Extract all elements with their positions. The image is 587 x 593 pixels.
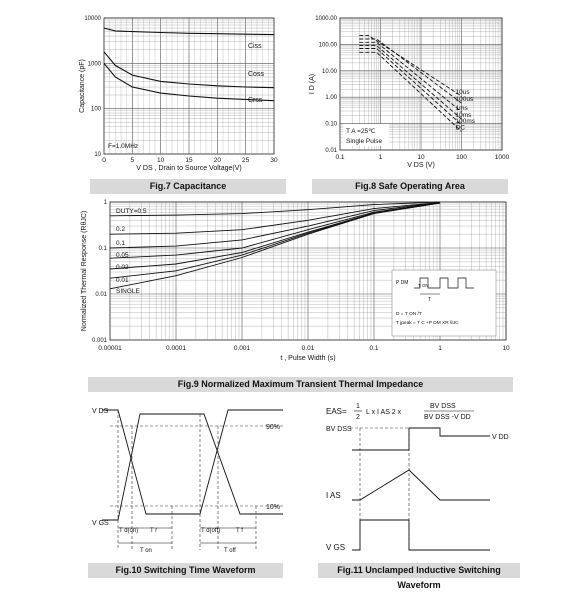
fig8-chart — [306, 10, 516, 195]
fig9-xtick: 1 — [438, 345, 442, 352]
fig7-legend-crss: Crss — [248, 97, 263, 104]
fig11-diagram — [312, 400, 527, 580]
fig7-ytick: 100 — [90, 106, 101, 113]
fig10-ton-label: T on — [140, 548, 152, 554]
fig7-panel — [78, 10, 293, 195]
fig7-ytick: 10000 — [84, 16, 101, 22]
fig8-ytick: 1.00 — [325, 95, 337, 102]
fig11-vgs-label: V GS — [326, 543, 346, 552]
fig10-tdoff-label: T d(off) — [201, 528, 221, 534]
fig11-ias-label: I AS — [326, 491, 341, 500]
fig11-vds-wave — [352, 428, 490, 450]
fig8-ylabel: I D (A) — [309, 73, 316, 95]
fig10-90-label: 90% — [266, 424, 281, 431]
fig9-xtick: 0.01 — [301, 345, 315, 352]
fig11-vgs-wave — [352, 520, 490, 550]
fig9-caption: Fig.9 Normalized Maximum Transient Thermal Impedance — [88, 377, 513, 392]
fig10-vgs-wave — [102, 414, 283, 520]
fig8-label-1ms: 1ms — [455, 104, 468, 112]
fig9-ytick: 0.01 — [95, 292, 107, 298]
fig9-xtick: 10 — [502, 345, 510, 352]
fig9-panel — [78, 198, 518, 394]
fig10-10-label: 10% — [266, 504, 281, 511]
fig11-vdd-label: V DD — [492, 434, 509, 441]
fig11-panel — [312, 400, 527, 590]
fig8-xtick: 0.1 — [335, 154, 345, 161]
fig9-inset-t: T — [428, 297, 432, 303]
fig9-xtick: 0.0001 — [166, 345, 186, 352]
fig8-xlabel: V DS (V) — [407, 162, 435, 169]
fig7-caption: Fig.7 Capacitance — [90, 179, 286, 194]
fig9-ylabel: Normalized Thermal Response (RθJC) — [81, 210, 88, 332]
fig9-duty-label: 0.1 — [116, 240, 126, 247]
fig9-ytick: 1 — [103, 200, 107, 206]
fig10-panel — [88, 400, 303, 580]
fig9-inset-tj: T jpeak = T C +P DM XR θJC — [396, 321, 459, 326]
fig7-legend-coss: Coss — [248, 71, 264, 78]
fig9-xtick: 0.00001 — [98, 345, 122, 352]
fig11-half-den: 2 — [356, 414, 360, 421]
fig8-note2: Single Pulse — [346, 138, 383, 145]
fig9-duty-label: 0.05 — [116, 252, 129, 259]
fig11-eas: EAS= — [326, 407, 347, 416]
fig8-xtick: 1 — [378, 154, 383, 161]
fig11-formula-mid: L x I AS 2 x — [366, 409, 402, 416]
fig7-note: F=1.0MHz — [108, 143, 139, 150]
fig8-label-100us: 100us — [455, 96, 474, 104]
fig11-caption: Fig.11 Unclamped Inductive Switching Waveform — [318, 563, 520, 578]
fig9-xlabel: t , Pulse Width (s) — [280, 355, 336, 362]
fig9-chart — [78, 198, 518, 394]
fig7-legend-ciss: Ciss — [248, 43, 262, 50]
fig10-tr-label: T r — [150, 528, 158, 534]
fig8-panel — [306, 10, 516, 195]
fig8-xtick: 10 — [417, 154, 425, 161]
fig7-xlabel: V DS , Drain to Source Voltage(V) — [136, 165, 242, 172]
fig8-xtick: 1000 — [494, 154, 510, 161]
fig7-xtick: 10 — [157, 157, 165, 164]
fig9-duty-label: 0.02 — [116, 264, 129, 271]
fig8-ytick: 10.00 — [321, 68, 337, 75]
fig8-ytick: 100.00 — [318, 42, 337, 49]
fig8-label-dc: DC — [455, 124, 465, 132]
fig8-label-10us: 10us — [455, 89, 470, 97]
fig10-vds-wave — [102, 410, 283, 514]
fig9-xtick: 0.001 — [233, 345, 251, 352]
fig8-note1: T A =25℃ — [346, 128, 376, 135]
fig7-xtick: 25 — [242, 157, 250, 164]
fig11-num: BV DSS — [430, 403, 456, 410]
fig7-chart — [78, 10, 293, 195]
fig8-label-10ms: 10ms — [455, 111, 472, 119]
fig7-ytick: 1000 — [87, 61, 101, 68]
fig8-xtick: 100 — [456, 154, 467, 161]
fig10-caption: Fig.10 Switching Time Waveform — [88, 563, 283, 578]
fig7-ylabel: Capacitance (pF) — [79, 59, 86, 113]
fig9-duty-label: 0.2 — [116, 226, 126, 233]
fig9-inset-d: D = T ON /T — [396, 312, 422, 317]
fig11-ias-wave — [352, 470, 490, 500]
fig10-diagram — [88, 400, 303, 580]
fig9-ytick: 0.1 — [98, 246, 107, 252]
fig9-xtick: 0.1 — [369, 345, 379, 352]
fig7-xtick: 15 — [185, 157, 193, 164]
fig8-ytick: 1000.00 — [315, 16, 337, 22]
fig9-duty-label: DUTY=0.5 — [116, 208, 147, 215]
fig9-ytick: 0.001 — [91, 338, 107, 344]
fig11-bvdss-label: BV DSS — [326, 426, 352, 433]
fig9-duty-label: SINGLE — [116, 288, 140, 295]
fig10-toff-label: T off — [224, 548, 236, 554]
fig9-inset-ton: T ON — [418, 283, 429, 288]
fig11-half-num: 1 — [356, 403, 360, 410]
fig10-vgs-label: V GS — [92, 520, 109, 527]
fig9-duty-label: 0.01 — [116, 277, 129, 284]
fig8-caption: Fig.8 Safe Operating Area — [312, 179, 508, 194]
fig8-label-100ms: 100ms — [455, 117, 476, 125]
fig7-xtick: 30 — [270, 157, 278, 164]
fig10-vds-label: V DS — [92, 408, 109, 415]
fig8-ytick: 0.01 — [325, 148, 337, 154]
fig7-xtick: 5 — [130, 157, 135, 164]
fig7-ytick: 10 — [94, 152, 101, 158]
fig10-tdon-label: T d(on) — [119, 528, 139, 534]
fig9-inset-pdm: P DM — [396, 280, 409, 286]
fig7-xtick: 0 — [102, 157, 106, 164]
fig8-ytick: 0.10 — [325, 121, 337, 128]
fig7-xtick: 20 — [213, 157, 221, 164]
fig11-den: BV DSS -V DD — [424, 414, 471, 421]
fig10-tf-label: T f — [236, 528, 243, 534]
